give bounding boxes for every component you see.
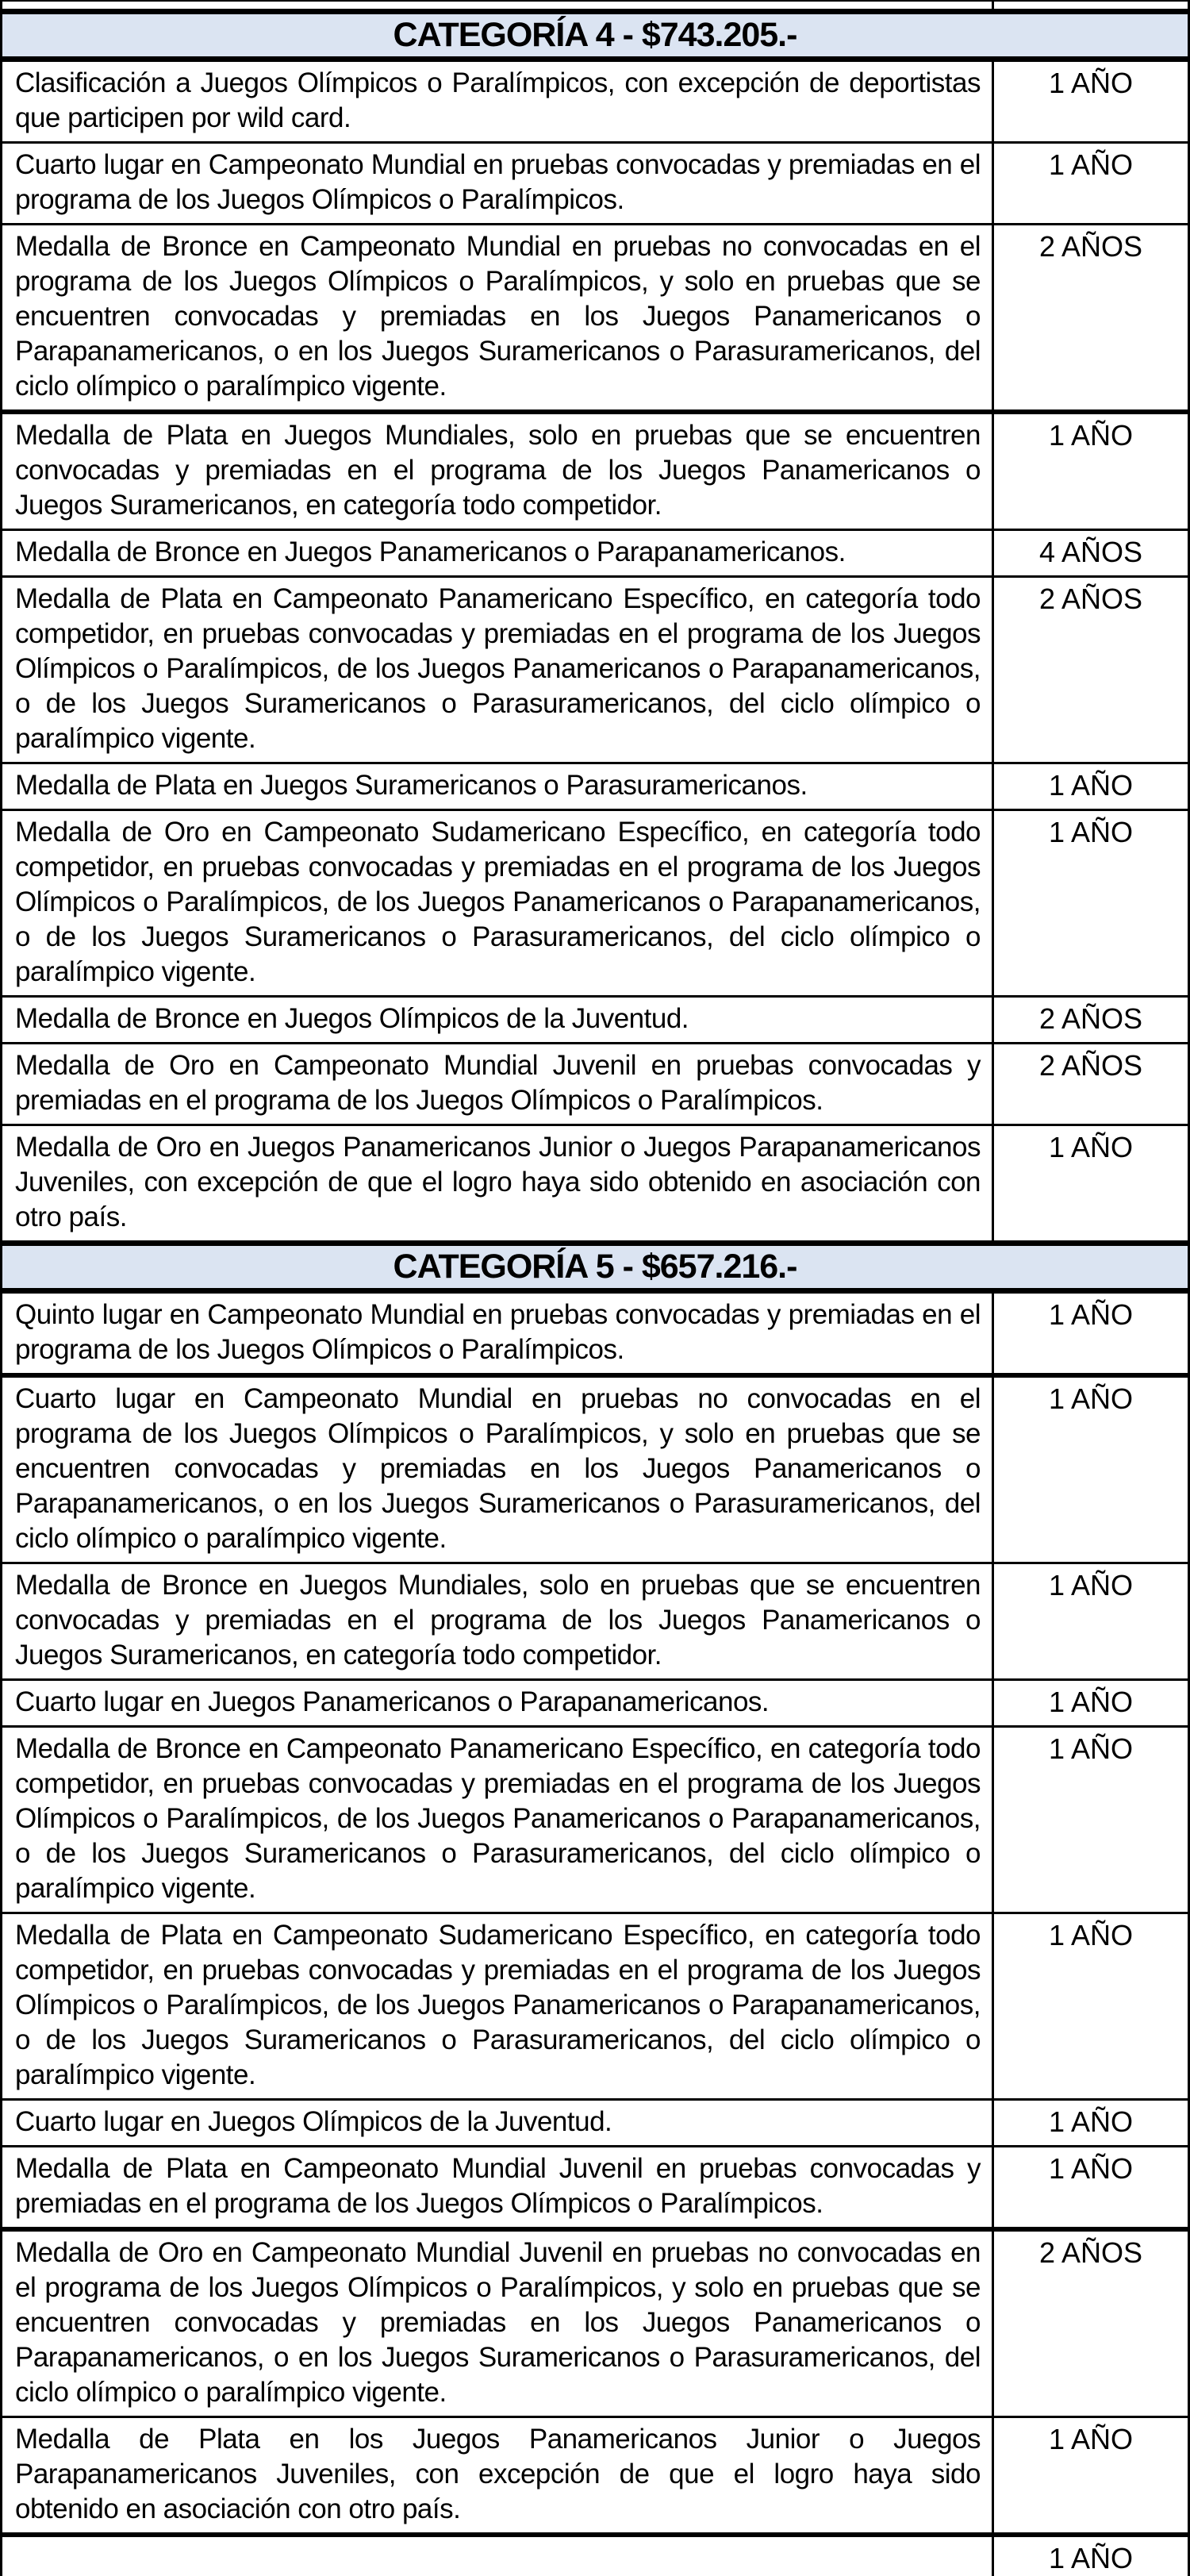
duration-value: 1 AÑO [992,1914,1188,2098]
duration-value: 1 AÑO [992,1294,1188,1373]
duration-value: 1 AÑO [992,2147,1188,2227]
achievement-description: Medalla de Bronce en Juegos Panamericanos o Parapanamericanos. [15,536,846,567]
duration-value: 2 AÑOS [992,225,1188,409]
achievement-description: Medalla de Oro en Juegos Panamericanos Junior o Juegos Parapanamericanos Juveniles, con excepción de que el logro haya sido obtenido en asociación con otro país. [15,1132,981,1232]
table-row [2,1042,1188,1124]
table-row [2,1294,1188,1373]
achievement-description: Cuarto lugar en Campeonato Mundial en pruebas convocadas y premiadas en el programa de los Juegos Olímpicos o Paralímpicos. [15,149,981,215]
duration-value: 1 AÑO [992,62,1188,141]
achievement-description: Medalla de Plata en Campeonato Sudamericano Específico, en categoría todo competidor, en pruebas convocadas y premiadas en el programa de los Juegos Olímpicos o Paralímpicos, de los Juegos Panamericanos o Parapanamericanos, o de los Juegos Suramericanos o Parasuramericanos, del ciclo olímpico o paralímpico vigente. [15,1920,981,2090]
table-row [2,575,1188,762]
table-row-partial-bottom [2,2532,1188,2576]
table-row [2,223,1188,409]
duration-value: 2 AÑOS [992,578,1188,762]
duration-value: 1 AÑO [992,2418,1188,2532]
achievement-description [2,2537,992,2576]
table-row [2,2145,1188,2227]
duration-value: 2 AÑOS [992,998,1188,1042]
duration-value: 1 AÑO [992,2537,1188,2576]
duration-value: 1 AÑO [992,414,1188,529]
duration-value: 2 AÑOS [992,2232,1188,2416]
table-row [2,995,1188,1042]
table-row [2,409,1188,529]
duration-value: 1 AÑO [992,144,1188,223]
duration-value: 1 AÑO [992,1378,1188,1562]
achievement-description: Quinto lugar en Campeonato Mundial en pruebas convocadas y premiadas en el programa de los Juegos Olímpicos o Paralímpicos. [15,1299,981,1365]
category-header: CATEGORÍA 5 - $657.216.- [2,1240,1188,1294]
achievement-description: Medalla de Plata en Juegos Suramericanos o Parasuramericanos. [15,770,808,801]
achievement-description: Cuarto lugar en Campeonato Mundial en pruebas no convocadas en el programa de los Juegos Olímpicos o Paralímpicos, y solo en pruebas que se encuentren convocadas y premiadas en los Juegos Panamericanos o Parapanamericanos, o en los Juegos Suramericanos o Parasuramericanos, del ciclo olímpico o paralímpico vigente. [15,1383,981,1554]
table-row-partial-top [2,0,1188,9]
achievement-description: Medalla de Bronce en Campeonato Mundial en pruebas no convocadas en el programa de los Juegos Olímpicos o Paralímpicos, y solo en pruebas que se encuentren convocadas y premiadas en los Juegos Panamericanos o Parapanamericanos, o en los Juegos Suramericanos o Parasuramericanos, del ciclo olímpico o paralímpico vigente. [15,231,981,402]
achievement-description: Medalla de Oro en Campeonato Sudamericano Específico, en categoría todo competidor, en pruebas convocadas y premiadas en el programa de los Juegos Olímpicos o Paralímpicos, de los Juegos Panamericanos o Parapanamericanos, o de los Juegos Suramericanos o Parasuramericanos, del ciclo olímpico o paralímpico vigente. [15,817,981,987]
achievement-description: Medalla de Plata en Juegos Mundiales, solo en pruebas que se encuentren convocadas y premiadas en el programa de los Juegos Panamericanos o Juegos Suramericanos, en categoría todo competidor. [15,420,981,521]
achievement-description: Medalla de Plata en Campeonato Mundial Juvenil en pruebas convocadas y premiadas en el programa de los Juegos Olímpicos o Paralímpicos. [15,2153,981,2219]
duration-value: 4 AÑOS [992,531,1188,575]
duration-value: 1 AÑO [992,2101,1188,2145]
achievement-description: Cuarto lugar en Juegos Panamericanos o Parapanamericanos. [15,1686,770,1717]
achievement-description: Clasificación a Juegos Olímpicos o Paralímpicos, con excepción de deportistas que participen por wild card. [15,67,981,133]
duration-value: 2 AÑOS [992,1044,1188,1124]
category-header: CATEGORÍA 4 - $743.205.- [2,9,1188,62]
table-row [2,141,1188,223]
achievement-description: Medalla de Bronce en Juegos Olímpicos de la Juventud. [15,1003,689,1034]
achievement-description: Medalla de Bronce en Juegos Mundiales, solo en pruebas que se encuentren convocadas y premiadas en el programa de los Juegos Panamericanos o Juegos Suramericanos, en categoría todo competidor. [15,1570,981,1671]
achievement-description: Medalla de Oro en Campeonato Mundial Juvenil en pruebas convocadas y premiadas en el programa de los Juegos Olímpicos o Paralímpicos. [15,1050,981,1116]
achievement-description: Cuarto lugar en Juegos Olímpicos de la Juventud. [15,2106,612,2137]
table-body [2,9,1188,2576]
table-row [2,762,1188,809]
duration-value: 1 AÑO [992,1564,1188,1678]
duration-value: 1 AÑO [992,1126,1188,1240]
table-row [2,1725,1188,1912]
table-row [2,2416,1188,2532]
duration-cell [992,2,1188,9]
achievement-description: Medalla de Plata en Campeonato Panamericano Específico, en categoría todo competidor, en pruebas convocadas y premiadas en el programa de los Juegos Olímpicos o Paralímpicos, de los Juegos Panamericanos o Parapanamericanos, o de los Juegos Suramericanos o Parasuramericanos, del ciclo olímpico o paralímpico vigente. [15,583,981,754]
duration-value: 1 AÑO [992,1681,1188,1725]
table-row [2,1912,1188,2098]
achievement-description: Medalla de Plata en los Juegos Panamericanos Junior o Juegos Parapanamericanos Juveniles, con excepción de que el logro haya sido obtenido en asociación con otro país. [15,2424,981,2524]
table-row [2,2227,1188,2416]
achievement-description: Medalla de Bronce en Campeonato Panamericano Específico, en categoría todo competidor, en pruebas convocadas y premiadas en el programa de los Juegos Olímpicos o Paralímpicos, de los Juegos Panamericanos o Parapanamericanos, o de los Juegos Suramericanos o Parasuramericanos, del ciclo olímpico o paralímpico vigente. [15,1733,981,1904]
table-row [2,1373,1188,1562]
table-row [2,1562,1188,1678]
table-row [2,62,1188,141]
description-cell [2,2,992,9]
table-row [2,809,1188,995]
table-row [2,1678,1188,1725]
duration-value: 1 AÑO [992,811,1188,995]
duration-value: 1 AÑO [992,764,1188,809]
duration-value: 1 AÑO [992,1728,1188,1912]
achievement-description: Medalla de Oro en Campeonato Mundial Juvenil en pruebas no convocadas en el programa de los Juegos Olímpicos o Paralímpicos, y solo en pruebas que se encuentren convocadas y premiadas en los Juegos Panamericanos o Parapanamericanos, o en los Juegos Suramericanos o Parasuramericanos, del ciclo olímpico o paralímpico vigente. [15,2237,981,2408]
table-row [2,1124,1188,1240]
table-row [2,529,1188,575]
table-row [2,2098,1188,2145]
